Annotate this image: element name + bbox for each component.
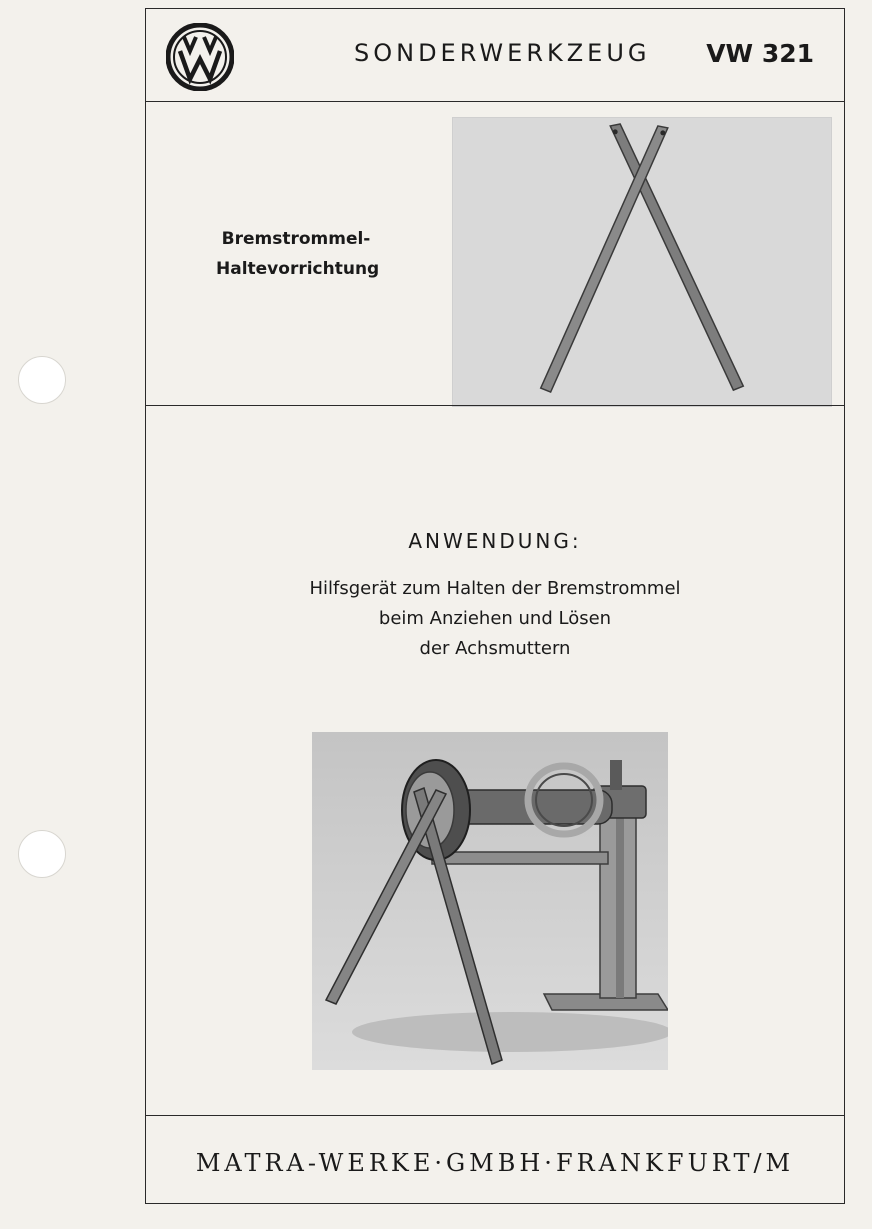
usage-line-3: der Achsmuttern — [419, 638, 571, 659]
vw-logo — [166, 23, 234, 91]
footer-divider — [146, 1115, 844, 1116]
usage-line-2: beim Anziehen und Lösen — [378, 608, 612, 629]
tool-name — [216, 224, 380, 284]
usage-heading: ANWENDUNG: — [408, 529, 582, 553]
header-divider — [146, 101, 844, 102]
tool-name-line2: Haltevorrichtung — [216, 259, 380, 279]
header-title: SONDERWERKZEUG — [354, 39, 651, 67]
document-frame — [145, 8, 845, 1204]
company-footer: MATRA-WERKE·GMBH·FRANKFURT/M — [195, 1149, 795, 1177]
section-divider — [146, 405, 844, 406]
usage-description — [146, 574, 844, 664]
usage-photo — [312, 732, 668, 1070]
usage-line-1: Hilfsgerät zum Halten der Bremstrommel — [309, 578, 681, 599]
tool-name-line1: Bremstrommel- — [221, 229, 371, 249]
punch-hole-bottom — [18, 830, 66, 878]
tool-photo — [452, 117, 832, 407]
tool-code: VW 321 — [706, 39, 814, 68]
punch-hole-top — [18, 356, 66, 404]
